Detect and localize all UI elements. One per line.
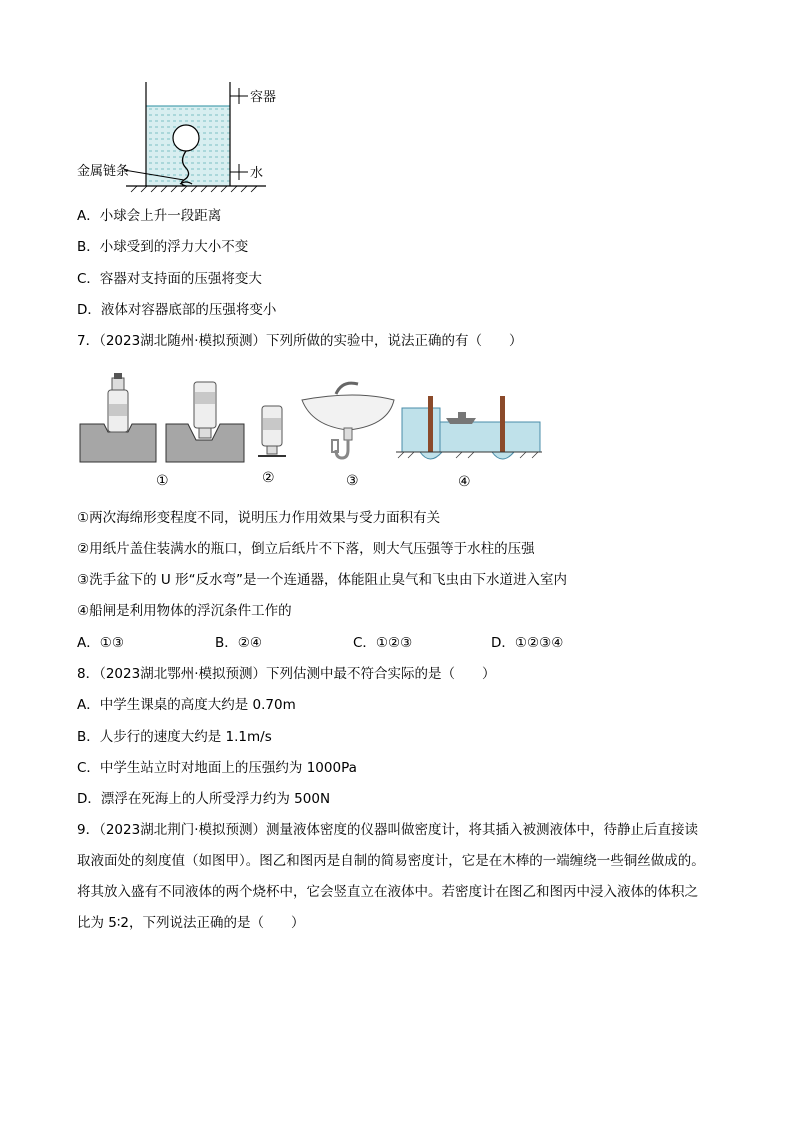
q8-option-b: B．人步行的速度大约是 1.1m/s xyxy=(77,729,272,745)
experiment-label-1: ① xyxy=(156,473,169,489)
q7-statement-4: ④船闸是利用物体的浮沉条件工作的 xyxy=(77,603,292,619)
q6-option-a: A．小球会上升一段距离 xyxy=(77,208,222,224)
q8-option-c: C．中学生站立时对地面上的压强约为 1000Pa xyxy=(77,760,357,776)
q7-experiments-figure xyxy=(76,370,546,492)
q7-choice-d: D．①②③④ xyxy=(491,635,564,651)
experiment-label-4: ④ xyxy=(458,474,471,490)
experiment-label-2: ② xyxy=(262,470,275,486)
q9-line-1: 9．（2023湖北荆门·模拟预测）测量液体密度的仪器叫做密度计，将其插入被测液体中，待静止后直接读 xyxy=(77,822,698,838)
q6-option-d: D．液体对容器底部的压强将变小 xyxy=(77,302,277,318)
q7-statement-1: ①两次海绵形变程度不同，说明压力作用效果与受力面积有关 xyxy=(77,510,441,526)
q7-choice-c: C．①②③ xyxy=(353,635,413,651)
q7-statement-2: ②用纸片盖住装满水的瓶口，倒立后纸片不下落，则大气压强等于水柱的压强 xyxy=(77,541,535,557)
q9-line-4: 比为 5∶2，下列说法正确的是（ ） xyxy=(77,915,305,931)
q8-option-a: A．中学生课桌的高度大约是 0.70m xyxy=(77,697,296,713)
q8-option-d: D．漂浮在死海上的人所受浮力约为 500N xyxy=(77,791,331,807)
q7-stem: 7．（2023湖北随州·模拟预测）下列所做的实验中，说法正确的有（ ） xyxy=(77,333,523,349)
container-ball-figure xyxy=(76,76,296,196)
container-label: 容器 xyxy=(250,90,277,105)
experiment-label-3: ③ xyxy=(346,473,359,489)
q7-choice-a: A．①③ xyxy=(77,635,124,651)
q6-option-b: B．小球受到的浮力大小不变 xyxy=(77,239,249,255)
q9-line-3: 将其放入盛有不同液体的两个烧杯中，它会竖直立在液体中。若密度计在图乙和图丙中浸入液体的体积之 xyxy=(77,884,698,900)
q7-statement-3: ③洗手盆下的 U 形“反水弯”是一个连通器，体能阻止臭气和飞虫由下水道进入室内 xyxy=(77,572,568,588)
q9-line-2: 取液面处的刻度值（如图甲）。图乙和图丙是自制的简易密度计，它是在木棒的一端缠绕一些铜丝做成的。 xyxy=(77,853,705,869)
q8-stem: 8．（2023湖北鄂州·模拟预测）下列估测中最不符合实际的是（ ） xyxy=(77,666,496,682)
chain-label: 金属链条 xyxy=(77,164,130,179)
water-label: 水 xyxy=(250,166,264,181)
q6-option-c: C．容器对支持面的压强将变大 xyxy=(77,271,262,287)
q7-choice-b: B．②④ xyxy=(215,635,262,651)
